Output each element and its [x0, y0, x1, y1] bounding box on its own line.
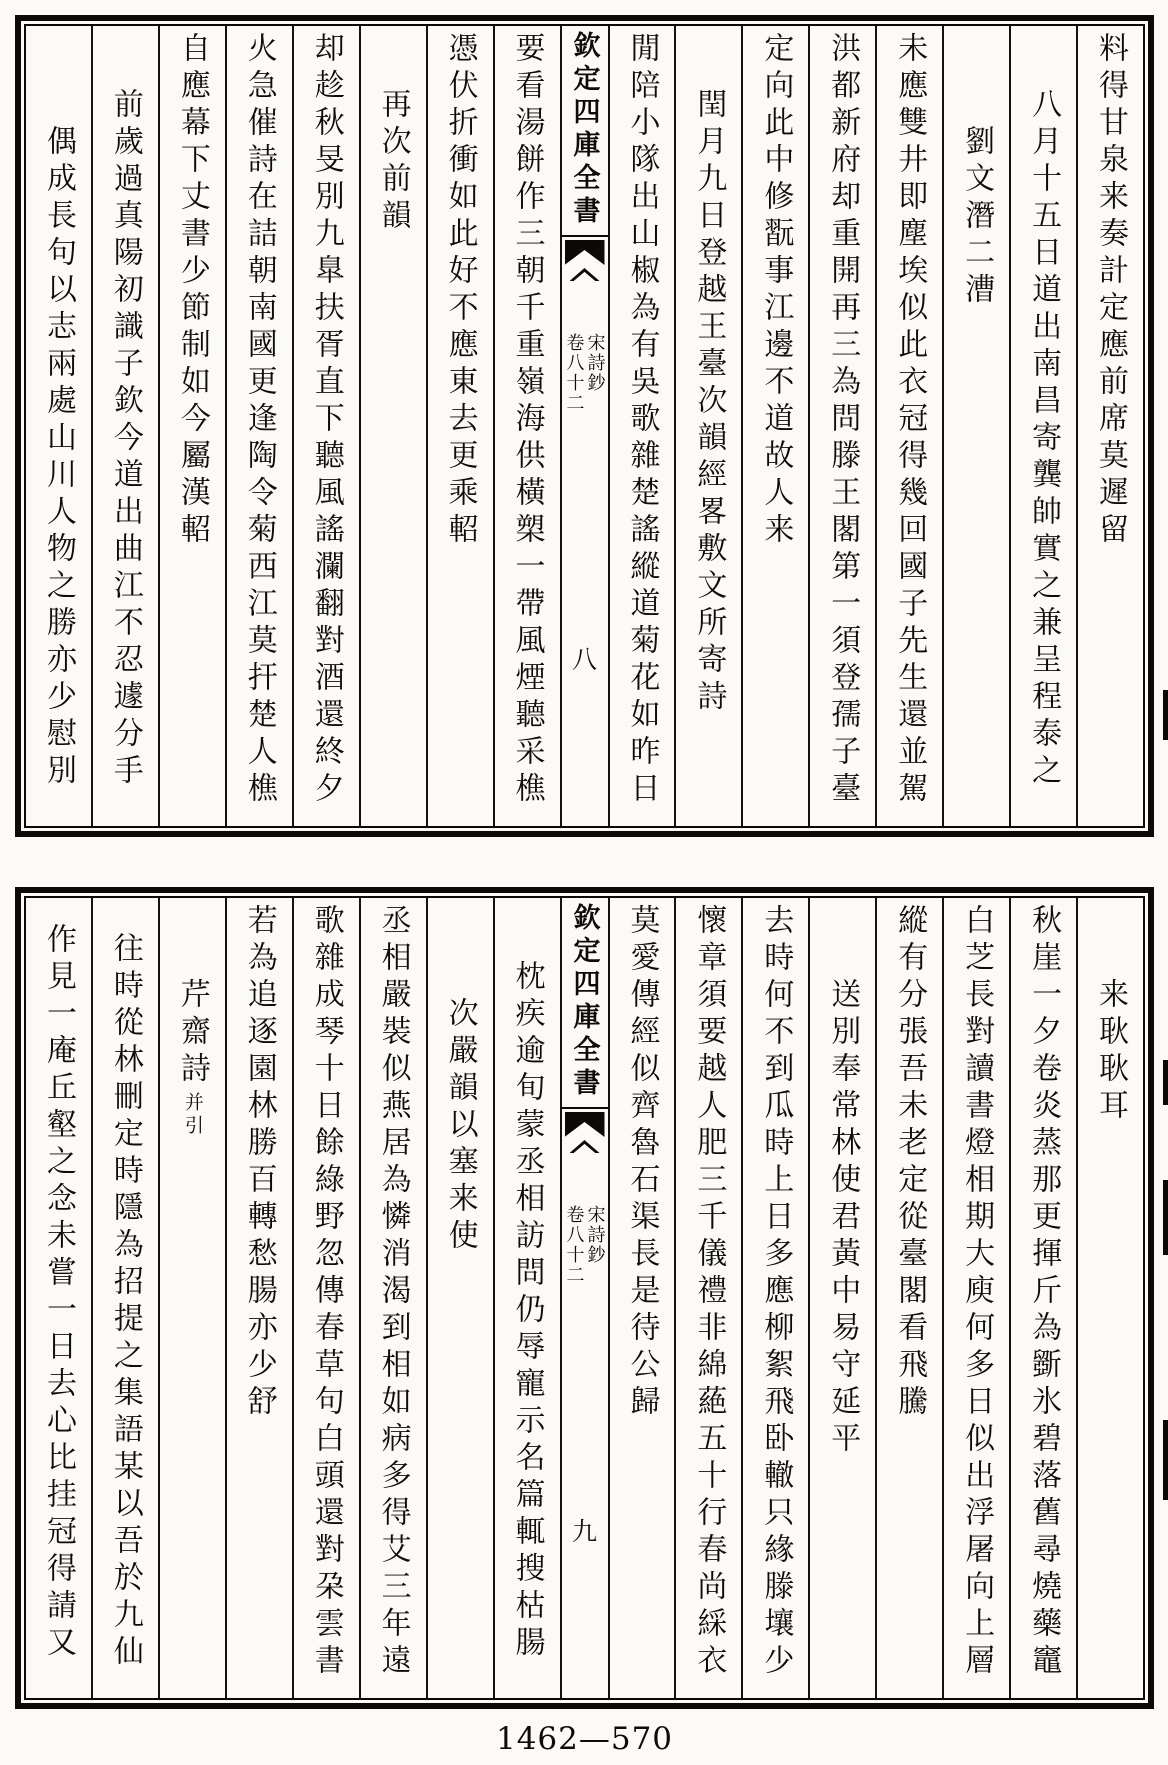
poem-column: [225, 26, 292, 826]
vertical-text: 来耿耿耳: [1094, 978, 1128, 1126]
folio-block-top: [15, 15, 1154, 837]
title-column: [26, 26, 91, 826]
fold-series-title: 欽定四庫全書: [569, 31, 600, 229]
vertical-text: 八月十五日道出南昌寄龔帥實之兼呈程泰之: [1027, 88, 1061, 791]
vertical-text: 閒陪小隊出山椒為有吳歌雜楚謠縱道菊花如昨日: [625, 32, 659, 809]
fold-book-title: 宋詩鈔: [585, 1205, 606, 1265]
fold-series-title: 欽定四庫全書: [569, 903, 600, 1101]
fold-divider-line: [562, 1107, 608, 1109]
title-column: [808, 898, 875, 1698]
vertical-text: 定向此中修翫事江邊不道故人来: [759, 32, 793, 550]
fishtail-mark-icon: [565, 240, 605, 265]
vertical-text: 前歲過真陽初識子欽今道出曲江不忍遽分手: [108, 88, 142, 791]
fold-book-volume: [564, 1205, 606, 1285]
title-column: [1076, 898, 1143, 1698]
poem-column: [493, 26, 560, 826]
title-column: [26, 898, 91, 1698]
title-column: [1009, 26, 1076, 826]
binding-mark: [1163, 1420, 1168, 1500]
poem-column: [741, 898, 808, 1698]
fold-volume-label: 卷八十二: [564, 333, 585, 413]
poem-column: [875, 898, 942, 1698]
title-column: [359, 26, 426, 826]
poem-column: [359, 898, 426, 1698]
vertical-text: 劉文潛二漕: [960, 125, 994, 310]
vertical-text: 次嚴韻以塞来使: [443, 997, 477, 1256]
vertical-text: 却趁秋旻別九臯扶胥直下聽風謠瀾翻對酒還終夕: [309, 32, 343, 809]
vertical-text: 要看湯餅作三朝千重嶺海供橫槊一帶風煙聽采樵: [510, 32, 544, 809]
poem-column: [808, 26, 875, 826]
vertical-text: 火急催詩在詰朝南國更逢陶令菊西江莫扞楚人樵: [242, 32, 276, 809]
poem-column: [608, 898, 675, 1698]
fishtail-mark-icon: [565, 1112, 605, 1137]
folio-top-columns: [24, 24, 1145, 828]
binding-mark: [1163, 690, 1168, 740]
center-fold-column: [560, 898, 608, 1698]
fold-divider-line: [562, 235, 608, 237]
fold-volume-label: 卷八十二: [564, 1205, 585, 1285]
title-column: [674, 26, 741, 826]
vertical-text: 洪都新府却重開再三為問滕王閣第一須登孺子臺: [826, 32, 860, 809]
poem-column: [292, 898, 359, 1698]
title-column: [942, 26, 1009, 826]
poem-column: [1009, 898, 1076, 1698]
fold-book-title: 宋詩鈔: [585, 333, 606, 393]
title-column: [91, 26, 158, 826]
poem-column: [942, 898, 1009, 1698]
vertical-text: 自應幕下丈書少節制如今屬漢軺: [175, 32, 209, 550]
vertical-text: 懷章須要越人肥三千儀禮非綿蕝五十行春尚綵衣: [692, 904, 726, 1681]
poem-column: [608, 26, 675, 826]
vertical-text: 閏月九日登越王臺次韻經畧敷文所寄詩: [692, 88, 726, 717]
vertical-text: 縱有分張吾未老定從臺閣看飛騰: [893, 904, 927, 1422]
vertical-text: 枕疾逾旬蒙丞相訪問仍辱寵示名篇輒搜枯腸: [510, 960, 544, 1663]
poem-column: [158, 26, 225, 826]
title-column: [493, 898, 560, 1698]
fishtail-caret-icon: [570, 268, 600, 281]
vertical-text: 丞相嚴裝似燕居為憐消渴到相如病多得艾三年遠: [376, 904, 410, 1681]
fold-book-volume: [564, 333, 606, 413]
vertical-text: 往時從林刪定時隱為招提之集語某以吾於九仙: [108, 932, 142, 1672]
vertical-text: 若為追逐園林勝百轉愁腸亦少舒: [242, 904, 276, 1422]
vertical-text: 歌雜成琴十日餘綠野忽傳春草句白頭還對朶雲書: [309, 904, 343, 1681]
vertical-text: 憑伏折衝如此好不應東去更乘軺: [443, 32, 477, 550]
vertical-text: 去時何不到瓜時上日多應柳絮飛卧轍只緣滕壤少: [759, 904, 793, 1681]
poem-column: [225, 898, 292, 1698]
title-column: [158, 898, 225, 1698]
vertical-text: 芹齋詩并引: [175, 978, 209, 1138]
fold-page-number: 八: [571, 647, 598, 674]
vertical-text: 作見一庵丘壑之念未嘗一日去心比挂冠得請又: [41, 923, 75, 1663]
vertical-text: 莫愛傳經似齊魯石渠長是待公歸: [625, 904, 659, 1422]
vertical-text: 未應雙井即塵埃似此衣冠得幾回國子先生還並駕: [893, 32, 927, 809]
vertical-text: 偶成長句以志兩處山川人物之勝亦少慰別: [41, 125, 75, 791]
vertical-text: 白芝長對讀書燈相期大庾何多日似出浮屠向上層: [960, 904, 994, 1681]
binding-mark: [1163, 1180, 1168, 1255]
title-column: [426, 898, 493, 1698]
poem-column: [674, 898, 741, 1698]
vertical-text: 料得甘泉来奏計定應前席莫遲留: [1094, 32, 1128, 550]
poem-column: [426, 26, 493, 826]
title-column: [91, 898, 158, 1698]
binding-mark: [1163, 1060, 1168, 1105]
vertical-text: 送別奉常林使君黃中易守延平: [826, 978, 860, 1459]
poem-column: [741, 26, 808, 826]
poem-column: [292, 26, 359, 826]
folio-bottom-columns: [24, 896, 1145, 1700]
inline-small-annotation: 并引: [181, 1092, 203, 1138]
vertical-text: 再次前韻: [376, 88, 410, 236]
poem-column: [875, 26, 942, 826]
fishtail-caret-icon: [570, 1140, 600, 1153]
poem-column: [1076, 26, 1143, 826]
vertical-text: 秋崖一夕卷炎蒸那更揮斤為斵氷碧落舊尋燒藥竈: [1027, 904, 1061, 1681]
center-fold-column: [560, 26, 608, 826]
archive-folio-number: 1462—570: [495, 1721, 674, 1757]
fold-page-number: 九: [571, 1519, 598, 1546]
folio-block-bottom: [15, 887, 1154, 1709]
